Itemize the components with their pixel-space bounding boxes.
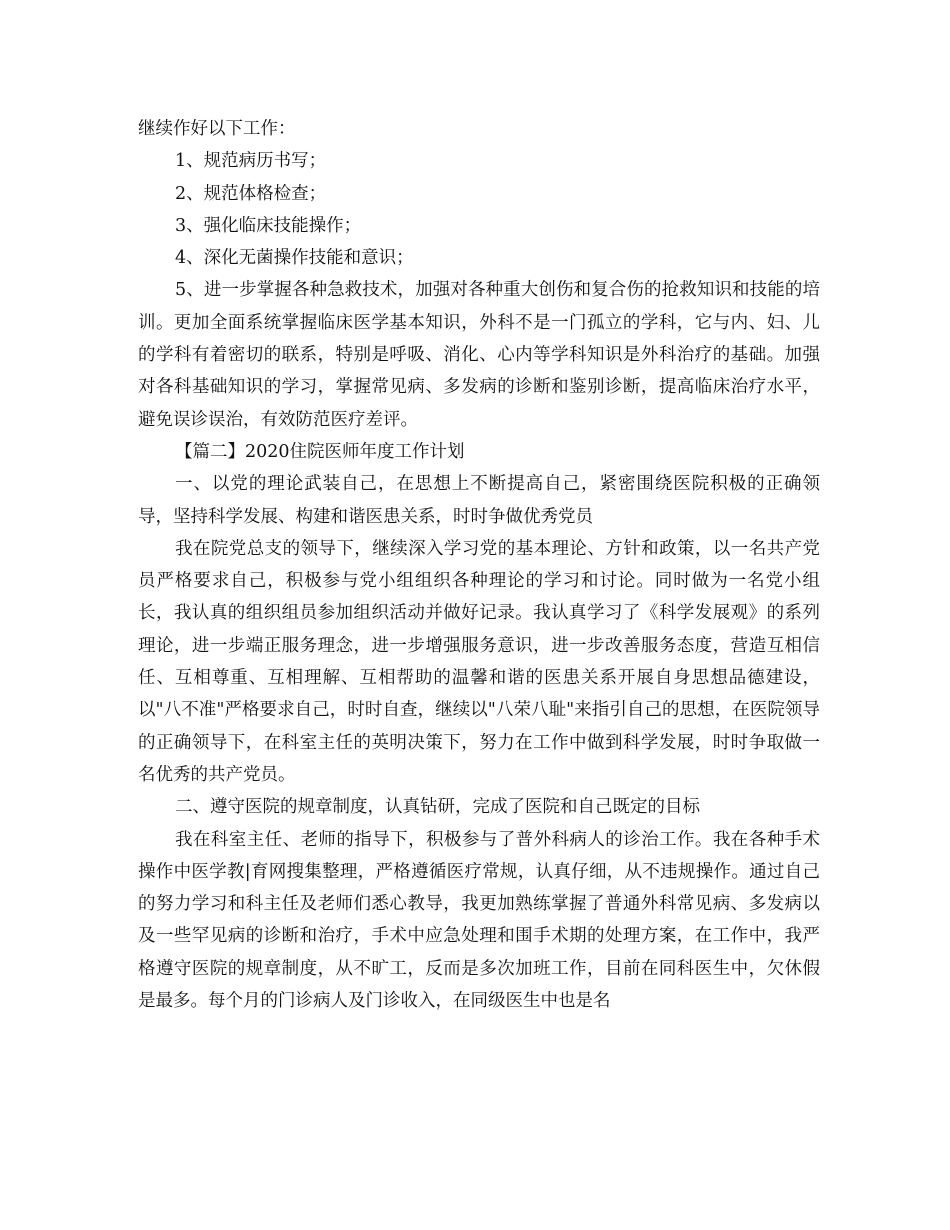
body-paragraph-2: 我在科室主任、老师的指导下，积极参与了普外科病人的诊治工作。我在各种手术操作中医学教|育网搜集整理，严格遵循医疗常规，认真仔细，从不违规操作。通过自己的努力学习和科主任及老师们悉心教导，我更加熟练掌握了普通外科常见病、多发病以及一些罕见病的诊断和治疗，手术中应急处理和围手术期的处理方案，在工作中，我严格遵守医院的规章制度，从不旷工，反而是多次加班工作，目前在同科医生中，欠休假是最多。每个月的门诊病人及门诊收入，在同级医生中也是名 [138, 829, 820, 1012]
document-body [138, 113, 820, 1017]
list-item-3: 3、强化临床技能操作； [175, 215, 362, 236]
subheading-2: 二、遵守医院的规章制度，认真钻研，完成了医院和自己既定的目标 [175, 797, 700, 818]
section-heading-part2: 【篇二】2020住院医师年度工作计划 [175, 441, 465, 462]
subheading-1: 一、以党的理论武装自己，在思想上不断提高自己，紧密围绕医院积极的正确领导，坚持科学发展、构建和谐医患关系，时时争做优秀党员 [138, 474, 820, 527]
list-item-1: 1、规范病历书写； [175, 151, 327, 172]
list-item-4: 4、深化无菌操作技能和意识； [175, 248, 414, 269]
list-item-5: 5、进一步掌握各种急救技术，加强对各种重大创伤和复合伤的抢救知识和技能的培训。更加全面系统掌握临床医学基本知识，外科不是一门孤立的学科，它与内、妇、儿的学科有着密切的联系，特别是呼吸、消化、心内等学科知识是外科治疗的基础。加强对各科基础知识的学习，掌握常见病、多发病的诊断和鉴别诊断，提高临床治疗水平，避免误诊误治，有效防范医疗差评。 [138, 280, 820, 430]
body-paragraph-1: 我在院党总支的领导下，继续深入学习党的基本理论、方针和政策，以一名共产党员严格要求自己，积极参与党小组组织各种理论的学习和讨论。同时做为一名党小组长，我认真的组织组员参加组织活动并做好记录。我认真学习了《科学发展观》的系列理论，进一步端正服务理念，进一步增强服务意识，进一步改善服务态度，营造互相信任、互相尊重、互相理解、互相帮助的温馨和谐的医患关系开展自身思想品德建设，以"八不准"严格要求自己，时时自查，继续以"八荣八耻"来指引自己的思想，在医院领导的正确领导下，在科室主任的英明决策下，努力在工作中做到科学发展，时时争取做一名优秀的共产党员。 [138, 538, 820, 785]
list-item-2: 2、规范体格检查； [175, 183, 327, 204]
paragraph-intro: 继续作好以下工作： [138, 119, 296, 139]
